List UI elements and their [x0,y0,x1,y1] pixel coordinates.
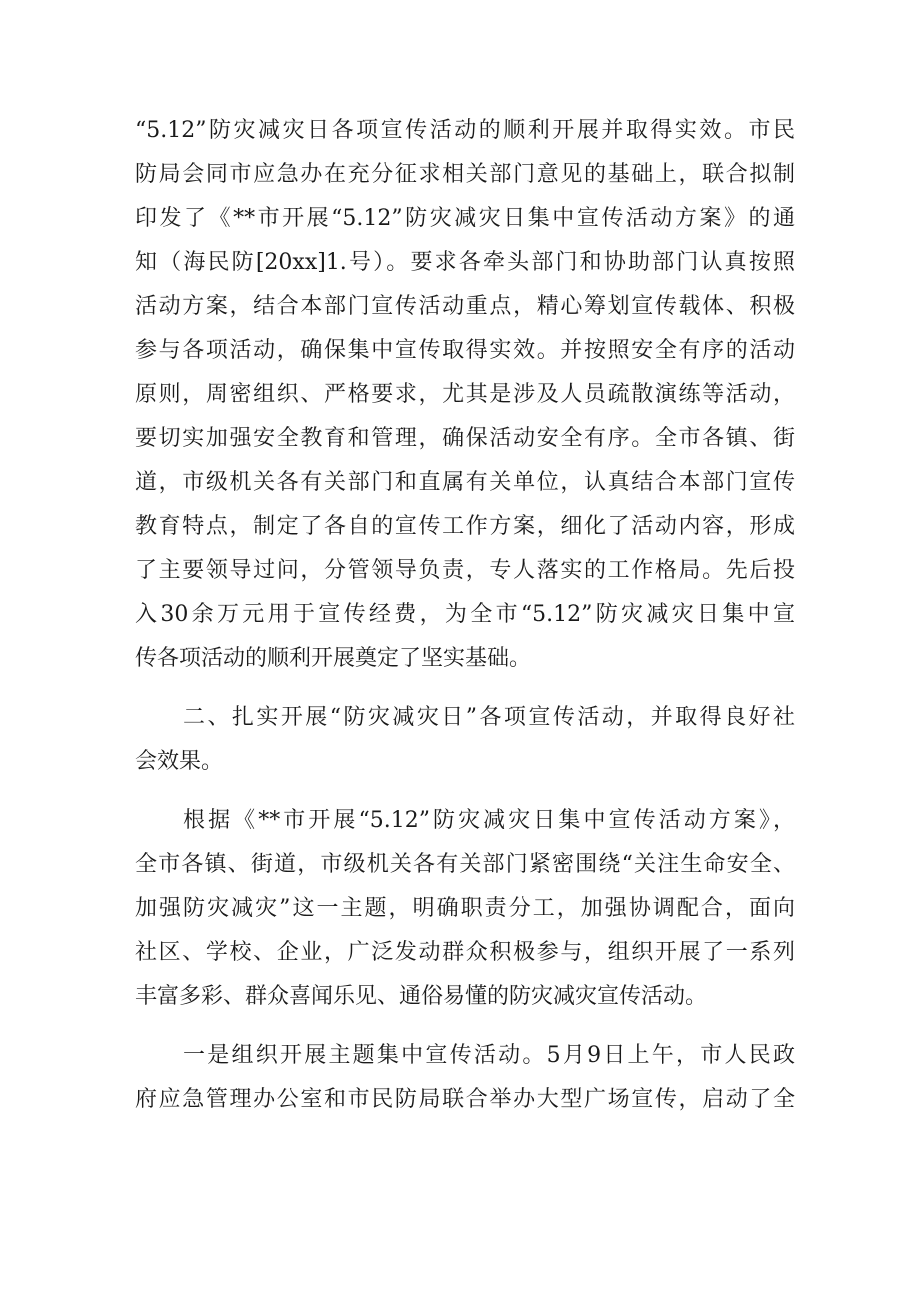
paragraph-3 [135,799,795,1019]
text-line: 防局会同市应急办在充分征求相关部门意见的基础上，联合拟制 [135,162,795,187]
text-line: 会效果。 [135,749,224,774]
paragraph-spacer [135,1019,795,1034]
text-line: 要切实加强安全教育和管理，确保活动安全有序。全市各镇、街 [135,426,795,451]
paragraph-1 [135,109,795,681]
paragraph-4 [135,1034,795,1122]
text-line: 传各项活动的顺利开展奠定了坚实基础。 [135,646,532,671]
text-line: 印发了《**市开展“5.12”防灾减灾日集中宣传活动方案》的通 [135,206,795,231]
text-line: 道，市级机关各有关部门和直属有关单位，认真结合本部门宣传 [135,470,795,495]
text-line: 入30余万元用于宣传经费，为全市“5.12”防灾减灾日集中宣 [135,602,795,627]
text-line: 参与各项活动，确保集中宣传取得实效。并按照安全有序的活动 [135,338,795,363]
text-line: 活动方案，结合本部门宣传活动重点，精心筹划宣传载体、积极 [135,294,795,319]
text-line: 教育特点，制定了各自的宣传工作方案，细化了活动内容，形成 [135,514,795,539]
text-line: 原则，周密组织、严格要求，尤其是涉及人员疏散演练等活动， [135,382,795,407]
paragraph-spacer [135,784,795,799]
text-line: 了主要领导过问，分管领导负责，专人落实的工作格局。先后投 [135,558,795,583]
paragraph-spacer [135,681,795,696]
text-line: 加强防灾减灾”这一主题，明确职责分工，加强协调配合，面向 [135,896,795,921]
text-line: “5.12”防灾减灾日各项宣传活动的顺利开展并取得实效。市民 [135,118,795,143]
text-line: 府应急管理办公室和市民防局联合举办大型广场宣传，启动了全 [135,1087,795,1112]
section-heading-2 [135,696,795,784]
text-line: 社区、学校、企业，广泛发动群众积极参与，组织开展了一系列 [135,940,795,965]
text-line: 知（海民防[20xx]1.号）。要求各牵头部门和协助部门认真按照 [135,250,795,275]
text-line: 二、扎实开展“防灾减灾日”各项宣传活动，并取得良好社 [183,705,795,730]
document-body [135,109,795,1122]
text-line: 丰富多彩、群众喜闻乐见、通俗易懂的防灾减灾宣传活动。 [135,984,708,1009]
text-line: 一是组织开展主题集中宣传活动。5月9日上午，市人民政 [183,1043,795,1068]
text-line: 根据《**市开展“5.12”防灾减灾日集中宣传活动方案》， [183,808,795,833]
text-line: 全市各镇、街道，市级机关各有关部门紧密围绕“关注生命安全、 [135,852,795,877]
